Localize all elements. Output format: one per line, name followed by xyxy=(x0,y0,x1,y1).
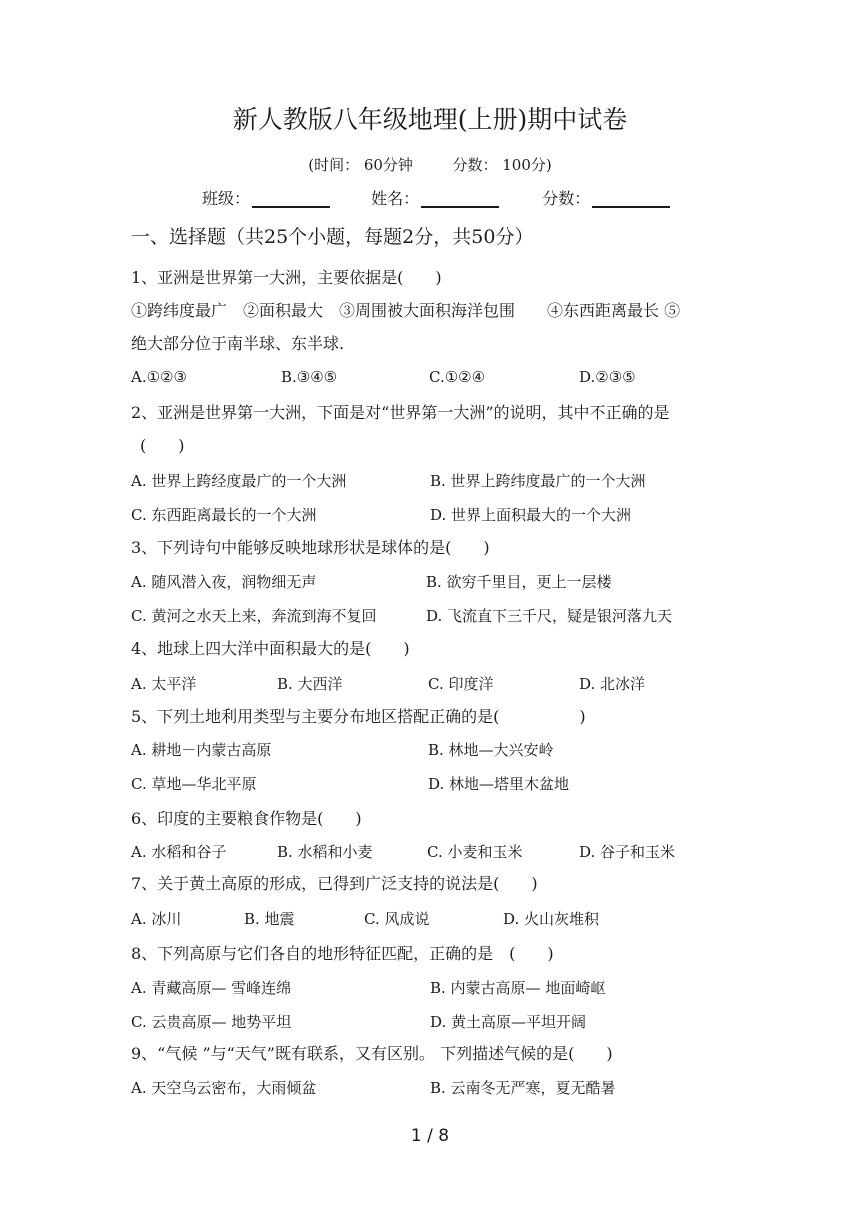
option-b[interactable]: B. 云南冬无严寒，夏无酷暑 xyxy=(430,1079,616,1097)
option-a[interactable]: A. 冰川 xyxy=(131,910,182,928)
option-c[interactable]: C. 黄河之水天上来，奔流到海不复回 xyxy=(131,607,377,625)
class-field[interactable]: 班级： xyxy=(202,184,330,214)
option-b[interactable]: B. 世界上跨纬度最广的一个大洲 xyxy=(430,472,646,490)
question-6-options xyxy=(131,839,731,865)
question-3-options-row2 xyxy=(131,603,731,629)
question-2-options-row2 xyxy=(131,502,731,528)
question-4-options xyxy=(131,671,731,697)
option-a[interactable]: A. 随风潜入夜，润物细无声 xyxy=(131,573,317,591)
score-field[interactable]: 分数： xyxy=(542,184,670,214)
option-c[interactable]: C. 草地—华北平原 xyxy=(131,775,257,793)
option-a[interactable]: A. 青藏高原— 雪峰连绵 xyxy=(131,979,292,997)
question-1-stem: 1、亚洲是世界第一大洲，主要依据是( ) xyxy=(131,268,442,287)
option-a[interactable]: A. 世界上跨经度最广的一个大洲 xyxy=(131,472,347,490)
name-field[interactable]: 姓名： xyxy=(371,184,499,214)
question-8-options-row1 xyxy=(131,975,731,1001)
option-d[interactable]: D. 火山灰堆积 xyxy=(503,910,600,928)
score-blank[interactable] xyxy=(592,186,670,208)
option-b[interactable]: B. 地震 xyxy=(244,910,295,928)
option-d[interactable]: D. 世界上面积最大的一个大洲 xyxy=(430,506,632,524)
option-d[interactable]: D. 谷子和玉米 xyxy=(579,843,676,861)
question-5-stem: 5、下列土地利用类型与主要分布地区搭配正确的是( ) xyxy=(131,707,586,726)
question-2-paren: ( ) xyxy=(140,436,185,455)
question-2-stem: 2、亚洲是世界第一大洲，下面是对“世界第一大洲”的说明，其中不正确的是 xyxy=(131,403,670,422)
option-d[interactable]: D. 飞流直下三千尺，疑是银河落九天 xyxy=(426,607,673,625)
question-9-stem: 9、“气候 ”与“天气”既有联系，又有区别。 下列描述气候的是( ) xyxy=(131,1044,613,1063)
option-d[interactable]: D. 北冰洋 xyxy=(579,675,646,693)
question-4-stem: 4、地球上四大洋中面积最大的是( ) xyxy=(131,639,410,658)
question-9-options-row1 xyxy=(131,1075,731,1101)
question-7-stem: 7、关于黄土高原的形成，已得到广泛支持的说法是( ) xyxy=(131,874,538,893)
question-2-options-row1 xyxy=(131,468,731,494)
question-3-options-row1 xyxy=(131,569,731,595)
option-b[interactable]: B. 林地—大兴安岭 xyxy=(428,741,554,759)
option-b[interactable]: B.③④⑤ xyxy=(281,368,338,386)
option-c[interactable]: C. 小麦和玉米 xyxy=(427,843,523,861)
option-c[interactable]: C. 印度洋 xyxy=(428,675,494,693)
question-7-options xyxy=(131,906,731,932)
question-1-note: ①跨纬度最广 ②面积最大 ③周围被大面积海洋包围 ④东西距离最长 ⑤ xyxy=(131,301,681,320)
option-b[interactable]: B. 水稻和小麦 xyxy=(277,843,373,861)
time-label: (时间： 60分钟 xyxy=(308,156,413,174)
option-a[interactable]: A. 天空乌云密布，大雨倾盆 xyxy=(131,1079,317,1097)
question-8-options-row2 xyxy=(131,1009,731,1035)
question-3-stem: 3、下列诗句中能够反映地球形状是球体的是( ) xyxy=(131,538,490,557)
option-b[interactable]: B. 大西洋 xyxy=(277,675,343,693)
option-b[interactable]: B. 欲穷千里目，更上一层楼 xyxy=(426,573,612,591)
name-blank[interactable] xyxy=(421,186,499,208)
option-c[interactable]: C. 云贵高原— 地势平坦 xyxy=(131,1013,292,1031)
exam-meta xyxy=(0,152,860,178)
option-a[interactable]: A. 太平洋 xyxy=(131,675,197,693)
question-6-stem: 6、印度的主要粮食作物是( ) xyxy=(131,809,362,828)
option-d[interactable]: D. 林地—塔里木盆地 xyxy=(428,775,570,793)
section-title: 一、选择题（共25个小题，每题2分，共50分） xyxy=(131,226,534,248)
option-c[interactable]: C.①②④ xyxy=(429,368,486,386)
option-a[interactable]: A. 耕地－内蒙古高原 xyxy=(131,741,272,759)
option-a[interactable]: A.①②③ xyxy=(131,368,187,386)
class-blank[interactable] xyxy=(252,186,330,208)
option-a[interactable]: A. 水稻和谷子 xyxy=(131,843,227,861)
score-total-label: 分数： 100分) xyxy=(452,156,552,174)
option-c[interactable]: C. 风成说 xyxy=(364,910,430,928)
option-d[interactable]: D. 黄土高原—平坦开阔 xyxy=(430,1013,587,1031)
question-8-stem: 8、下列高原与它们各自的地形特征匹配，正确的是 ( ) xyxy=(131,944,554,963)
option-c[interactable]: C. 东西距离最长的一个大洲 xyxy=(131,506,317,524)
page-title: 新人教版八年级地理(上册)期中试卷 xyxy=(232,105,628,134)
question-5-options-row1 xyxy=(131,737,731,763)
question-5-options-row2 xyxy=(131,771,731,797)
page-number: 1 / 8 xyxy=(410,1126,450,1146)
option-d[interactable]: D.②③⑤ xyxy=(579,368,636,386)
question-1-options xyxy=(131,364,731,390)
option-b[interactable]: B. 内蒙古高原— 地面崎岖 xyxy=(430,979,606,997)
student-info-fields xyxy=(202,184,670,214)
question-1-note-cont: 绝大部分位于南半球、东半球. xyxy=(131,334,345,353)
